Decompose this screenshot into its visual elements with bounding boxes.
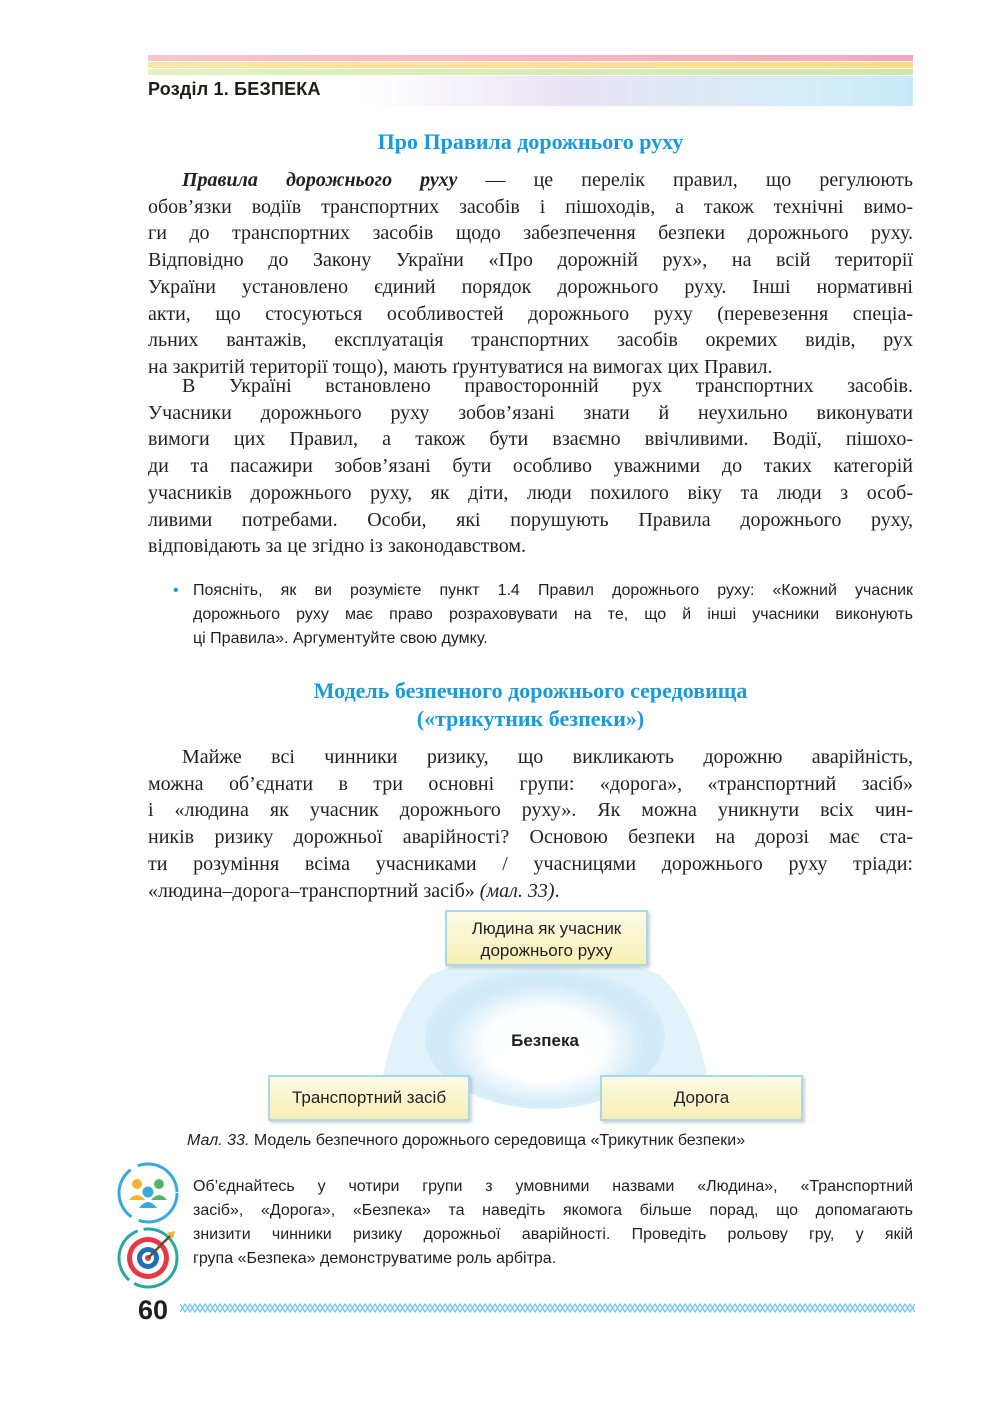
header-stripe-yellow (148, 62, 913, 68)
paragraph-line: акти, що стосуються особливостей дорожнього руху (перевезення спеціа- (148, 302, 913, 325)
term: Правила дорожнього руху (182, 169, 458, 191)
paragraph-line: учасників дорожнього руху, як діти, люди похилого віку та люди з особ- (148, 481, 913, 504)
section-heading-line1: Модель безпечного дорожнього середовища (313, 678, 748, 703)
task-line: знизити чинники ризику дорожньої аварійності. Проведіть рольову гру, у якій (193, 1226, 913, 1243)
paragraph-line: ників ризику дорожньої аварійності? Основою безпеки на дорозі має ста- (148, 826, 913, 849)
paragraph-line: ливими потребами. Особи, які порушують Правила дорожнього руху, (148, 508, 913, 531)
section-heading: Про Правила дорожнього руху (377, 129, 684, 154)
paragraph-right-hand-traffic (148, 373, 913, 560)
paragraph-risk-factors (148, 744, 913, 904)
page-number: 60 (138, 1295, 169, 1325)
question-line: дорожнього руху має право розраховувати на те, що й інші учасники виконують (193, 606, 913, 623)
question-line: Поясніть, як ви розумієте пункт 1.4 Правил дорожнього руху: «Кожний учасник (193, 582, 913, 599)
caption-text: Модель безпечного дорожнього середовища «Трикутник безпеки» (249, 1132, 746, 1149)
paragraph-line: ти розуміння всіма учасниками / учасницями дорожнього руху тріади: (148, 852, 913, 875)
target-icon (117, 1227, 179, 1289)
paragraph-line: обов’язки водіїв транспортних засобів і пішоходів, а також технічні вимо- (148, 195, 913, 218)
human-label-line1: Людина як учасник (471, 919, 622, 938)
question-line: ці Правила». Аргументуйте свою думку. (193, 630, 488, 647)
paragraph-line: льних вантажів, експлуатація транспортних засобів окремих видів, рух (148, 329, 913, 352)
paragraph-line: відповідають за це згідно із законодавством. (148, 535, 527, 558)
task-line: Об’єднайтесь у чотири групи з умовними назвами «Людина», «Транспортний (193, 1178, 913, 1195)
road-box: Дорога (600, 1075, 803, 1121)
vehicle-box: Транспортний засіб (268, 1075, 470, 1121)
paragraph-line: ди та пасажири зобов’язані бути особливо уважними до таких категорій (148, 455, 913, 478)
task-line: група «Безпека» демонструватиме роль арбітра. (193, 1250, 557, 1267)
task-line: засіб», «Дорога», «Безпека» та наведіть якомога більше порад, що допомагають (193, 1202, 913, 1219)
paragraph-text: — це перелік правил, що регулюють (457, 169, 914, 191)
human-label-line2: дорожнього руху (480, 941, 613, 960)
header-stripe-pink (148, 55, 913, 61)
paragraph-line: Відповідно до Закону України «Про дорожній рух», на всій території (148, 249, 913, 272)
question-text (193, 579, 913, 651)
paragraph-line: і «людина як учасник дорожнього руху». Як можна уникнути всіх чин- (148, 799, 913, 822)
group-task (193, 1175, 913, 1271)
section-title: Розділ 1. БЕЗПЕКА (148, 79, 321, 99)
figure-reference: (мал. 33) (479, 879, 555, 902)
caption-label: Мал. 33. (187, 1132, 250, 1149)
paragraph-line: Учасники дорожнього руху зобов’язані знати й неухильно виконувати (148, 401, 913, 424)
paragraph-line: можна об’єднати в три основні групи: «дорога», «транспортний засіб» (148, 772, 913, 795)
human-participant-box (445, 910, 648, 966)
paragraph-line (148, 878, 913, 905)
period: . (554, 879, 560, 902)
paragraph-rules-definition (148, 167, 913, 381)
paragraph-line (148, 167, 913, 194)
triad-text: «людина–дорога–транспортний засіб» (148, 879, 475, 902)
paragraph-line: України установлено єдиний порядок дорожнього руху. Інші нормативні (148, 275, 913, 298)
group-work-icon (117, 1162, 179, 1224)
paragraph-line: Майже всі чинники ризику, що викликають дорожню аварійність, (182, 746, 913, 768)
footer-ornament (180, 1300, 915, 1316)
safety-triangle-diagram (260, 905, 820, 1130)
section-heading-line2: («трикутник безпеки») (416, 706, 645, 731)
paragraph-line: ги до транспортних засобів щодо забезпечення безпеки дорожнього руху. (148, 222, 913, 245)
paragraph-line: на закритій території тощо), мають ґрунтуватися на вимогах цих Правил. (148, 355, 773, 378)
paragraph-line: вимоги цих Правил, а також бути взаємно ввічливими. Водії, пішохо- (148, 428, 913, 451)
safety-label: Безпека (511, 1031, 579, 1050)
bullet-icon: • (173, 582, 179, 599)
paragraph-line: В Україні встановлено правосторонній рух транспортних засобів. (182, 375, 913, 397)
figure-caption (187, 1132, 745, 1150)
header-stripe-green (148, 69, 913, 75)
